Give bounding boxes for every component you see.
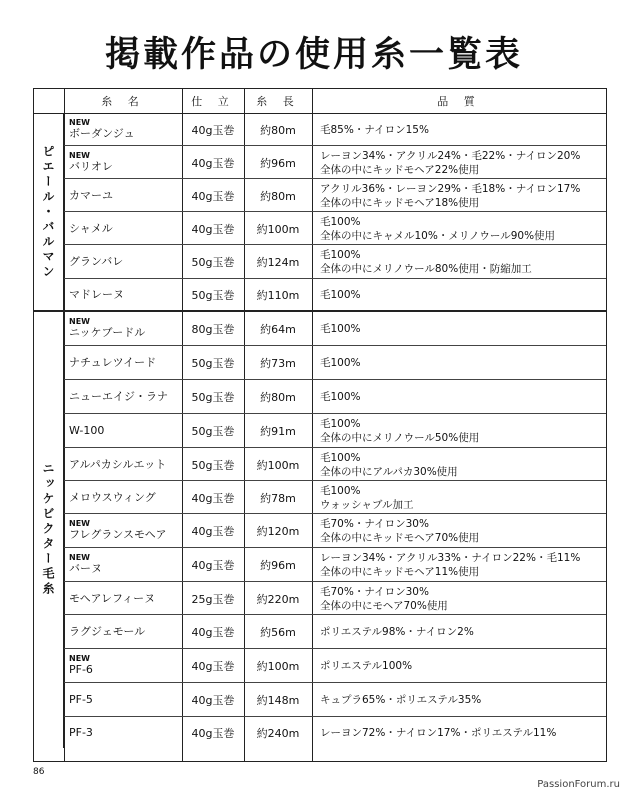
quality-line: 全体の中にキッドモヘア22%使用	[320, 163, 480, 176]
yarn-spec: 40g玉巻	[191, 626, 235, 639]
yarn-quality	[312, 279, 606, 311]
yarn-name: ナチュレツイード	[69, 356, 157, 369]
yarn-quality	[312, 380, 606, 414]
yarn-quality	[312, 414, 606, 448]
header-spec: 仕 立	[191, 95, 235, 108]
maker-label	[34, 311, 64, 748]
yarn-quality	[312, 514, 606, 548]
quality-line: 全体の中にメリノウール50%使用	[320, 432, 480, 444]
yarn-length: 約80m	[260, 391, 296, 404]
quality-line: ポリエステル100%	[320, 660, 413, 672]
yarn-spec: 40g玉巻	[191, 156, 235, 170]
header-quality: 品 質	[437, 95, 481, 108]
yarn-name: グランバレ	[69, 255, 124, 268]
yarn-name: シャメル	[69, 221, 113, 235]
yarn-name: ニッケブードル	[69, 325, 146, 339]
yarn-spec: 40g玉巻	[191, 660, 235, 673]
quality-line: 毛100%	[320, 249, 361, 261]
yarn-name-cell	[64, 113, 182, 146]
yarn-quality	[312, 311, 606, 346]
yarn-length: 約240m	[256, 726, 300, 740]
quality-line: レーヨン34%・アクリル33%・ナイロン22%・毛11%	[320, 552, 581, 564]
table-row	[34, 212, 606, 245]
new-badge: NEW	[69, 117, 90, 127]
yarn-spec: 50g玉巻	[191, 289, 235, 302]
yarn-spec: 40g玉巻	[191, 123, 235, 137]
yarn-length: 約110m	[256, 289, 300, 302]
yarn-quality	[312, 481, 606, 514]
maker-label	[34, 113, 64, 311]
yarn-length: 約100m	[256, 222, 300, 236]
yarn-name: カマーユ	[69, 188, 113, 202]
table-row	[34, 448, 606, 481]
yarn-spec: 40g玉巻	[191, 694, 235, 707]
maker-name: ピエール・バルマン	[41, 144, 55, 280]
yarn-name: W-100	[69, 424, 105, 437]
quality-line: 毛100%	[320, 484, 361, 497]
yarn-name-cell	[64, 448, 182, 481]
table-row	[34, 582, 606, 615]
yarn-spec: 40g玉巻	[191, 559, 235, 572]
new-badge: NEW	[69, 553, 90, 562]
yarn-name: ニューエイジ・ラナ	[69, 390, 168, 403]
quality-line: 毛100%	[320, 391, 361, 403]
yarn-table	[33, 88, 607, 762]
quality-line: 全体の中にキャメル10%・メリノウール90%使用	[320, 229, 556, 242]
yarn-name: バリオレ	[69, 159, 113, 173]
yarn-length: 約120m	[256, 525, 300, 538]
yarn-name: アルパカシルエット	[69, 457, 167, 471]
quality-line: ウォッシャブル加工	[320, 498, 414, 511]
yarn-quality	[312, 146, 606, 179]
yarn-name: ボーダンジュ	[69, 126, 135, 140]
yarn-length: 約80m	[260, 123, 296, 137]
table-row	[34, 346, 606, 380]
yarn-quality	[312, 212, 606, 245]
yarn-name-cell	[64, 279, 182, 311]
yarn-quality	[312, 649, 606, 683]
yarn-name-cell	[64, 514, 182, 548]
yarn-length: 約73m	[260, 357, 296, 370]
yarn-length: 約148m	[256, 694, 300, 707]
yarn-quality	[312, 615, 606, 649]
quality-line: ポリエステル98%・ナイロン2%	[320, 626, 474, 638]
yarn-name-cell	[64, 717, 182, 748]
yarn-name-cell	[64, 245, 182, 279]
table-row	[34, 146, 606, 179]
yarn-name-cell	[64, 548, 182, 582]
yarn-spec: 40g玉巻	[191, 491, 235, 505]
yarn-spec: 25g玉巻	[191, 592, 235, 606]
yarn-name: マドレーヌ	[69, 288, 124, 301]
yarn-spec: 80g玉巻	[191, 322, 235, 336]
yarn-name-cell	[64, 311, 182, 346]
quality-line: 全体の中にキッドモヘア18%使用	[320, 196, 480, 209]
table-row	[34, 414, 606, 448]
yarn-length: 約124m	[256, 256, 300, 269]
quality-line: 毛100%	[320, 451, 361, 464]
yarn-name: PF-5	[69, 693, 93, 706]
page-number: 86	[33, 767, 45, 777]
yarn-length: 約80m	[260, 189, 296, 203]
quality-line: 毛100%	[320, 322, 361, 335]
table-row	[34, 717, 606, 748]
yarn-spec: 50g玉巻	[191, 458, 235, 472]
quality-line: 全体の中にメリノウール80%使用・防縮加工	[320, 263, 532, 275]
maker-name: ニッケビクター毛糸	[41, 462, 55, 597]
new-badge: NEW	[69, 519, 90, 528]
watermark: PassionForum.ru	[537, 779, 620, 790]
yarn-length: 約64m	[260, 322, 296, 336]
new-badge: NEW	[69, 150, 90, 160]
table-row	[34, 615, 606, 649]
yarn-quality	[312, 346, 606, 380]
yarn-name: フレグランスモヘア	[69, 528, 167, 541]
table-row	[34, 179, 606, 212]
yarn-name-cell	[64, 615, 182, 649]
yarn-spec: 50g玉巻	[191, 391, 235, 404]
quality-line: 毛100%	[320, 289, 361, 301]
yarn-name-cell	[64, 179, 182, 212]
quality-line: アクリル36%・レーヨン29%・毛18%・ナイロン17%	[320, 182, 581, 195]
quality-line: 全体の中にアルパカ30%使用	[320, 465, 458, 478]
yarn-quality	[312, 717, 606, 748]
yarn-quality	[312, 245, 606, 279]
yarn-length: 約91m	[260, 425, 296, 438]
quality-line: 毛70%・ナイロン30%	[320, 518, 429, 530]
table-row	[34, 481, 606, 514]
yarn-quality	[312, 683, 606, 717]
quality-line: 毛100%	[320, 215, 361, 228]
yarn-name-cell	[64, 346, 182, 380]
yarn-length: 約96m	[260, 156, 296, 170]
yarn-name-cell	[64, 649, 182, 683]
yarn-quality	[312, 582, 606, 615]
yarn-length: 約56m	[260, 626, 296, 639]
yarn-length: 約96m	[260, 559, 296, 572]
yarn-length: 約220m	[256, 592, 300, 606]
yarn-name-cell	[64, 481, 182, 514]
table-row	[34, 279, 606, 311]
table-header	[34, 89, 606, 114]
table-row	[34, 380, 606, 414]
yarn-name: ラグジェモール	[69, 625, 146, 638]
yarn-quality	[312, 113, 606, 146]
yarn-name-cell	[64, 212, 182, 245]
table-row	[34, 113, 606, 146]
quality-line: 全体の中にキッドモヘア11%使用	[320, 566, 480, 578]
yarn-name-cell	[64, 582, 182, 615]
new-badge: NEW	[69, 654, 90, 663]
header-name: 糸 名	[101, 95, 145, 108]
quality-line: 毛100%	[320, 418, 361, 430]
yarn-name-cell	[64, 146, 182, 179]
yarn-spec: 50g玉巻	[191, 256, 235, 269]
yarn-quality	[312, 179, 606, 212]
yarn-spec: 40g玉巻	[191, 525, 235, 538]
yarn-name: モヘアレフィーヌ	[69, 591, 156, 605]
table-row	[34, 514, 606, 548]
table-row	[34, 311, 606, 346]
table-row	[34, 649, 606, 683]
table-row	[34, 548, 606, 582]
quality-line: 全体の中にキッドモヘア70%使用	[320, 532, 480, 544]
yarn-name: バーヌ	[69, 562, 102, 575]
quality-line: レーヨン72%・ナイロン17%・ポリエステル11%	[320, 726, 557, 739]
table-row	[34, 245, 606, 279]
page-title: 掲載作品の使用糸一覧表	[104, 35, 523, 75]
yarn-spec: 40g玉巻	[191, 222, 235, 236]
yarn-spec: 50g玉巻	[191, 357, 235, 370]
quality-line: レーヨン34%・アクリル24%・毛22%・ナイロン20%	[320, 149, 581, 162]
quality-line: 毛85%・ナイロン15%	[320, 123, 429, 136]
quality-line: 全体の中にモヘア70%使用	[320, 599, 448, 612]
new-badge: NEW	[69, 316, 90, 326]
yarn-length: 約100m	[256, 458, 300, 472]
yarn-length: 約100m	[256, 660, 300, 673]
yarn-name: PF-3	[69, 725, 93, 739]
quality-line: キュプラ65%・ポリエステル35%	[320, 694, 482, 706]
header-length: 糸 長	[256, 95, 300, 108]
quality-line: 毛70%・ナイロン30%	[320, 585, 429, 598]
yarn-spec: 40g玉巻	[191, 726, 235, 740]
yarn-spec: 50g玉巻	[191, 425, 235, 438]
yarn-name-cell	[64, 683, 182, 717]
yarn-name-cell	[64, 380, 182, 414]
yarn-quality	[312, 448, 606, 481]
table-row	[34, 683, 606, 717]
yarn-spec: 40g玉巻	[191, 189, 235, 203]
yarn-name-cell	[64, 414, 182, 448]
yarn-name: メロウスウィング	[69, 490, 156, 504]
yarn-name: PF-6	[69, 663, 93, 676]
yarn-length: 約78m	[260, 491, 296, 505]
yarn-quality	[312, 548, 606, 582]
quality-line: 毛100%	[320, 357, 361, 369]
